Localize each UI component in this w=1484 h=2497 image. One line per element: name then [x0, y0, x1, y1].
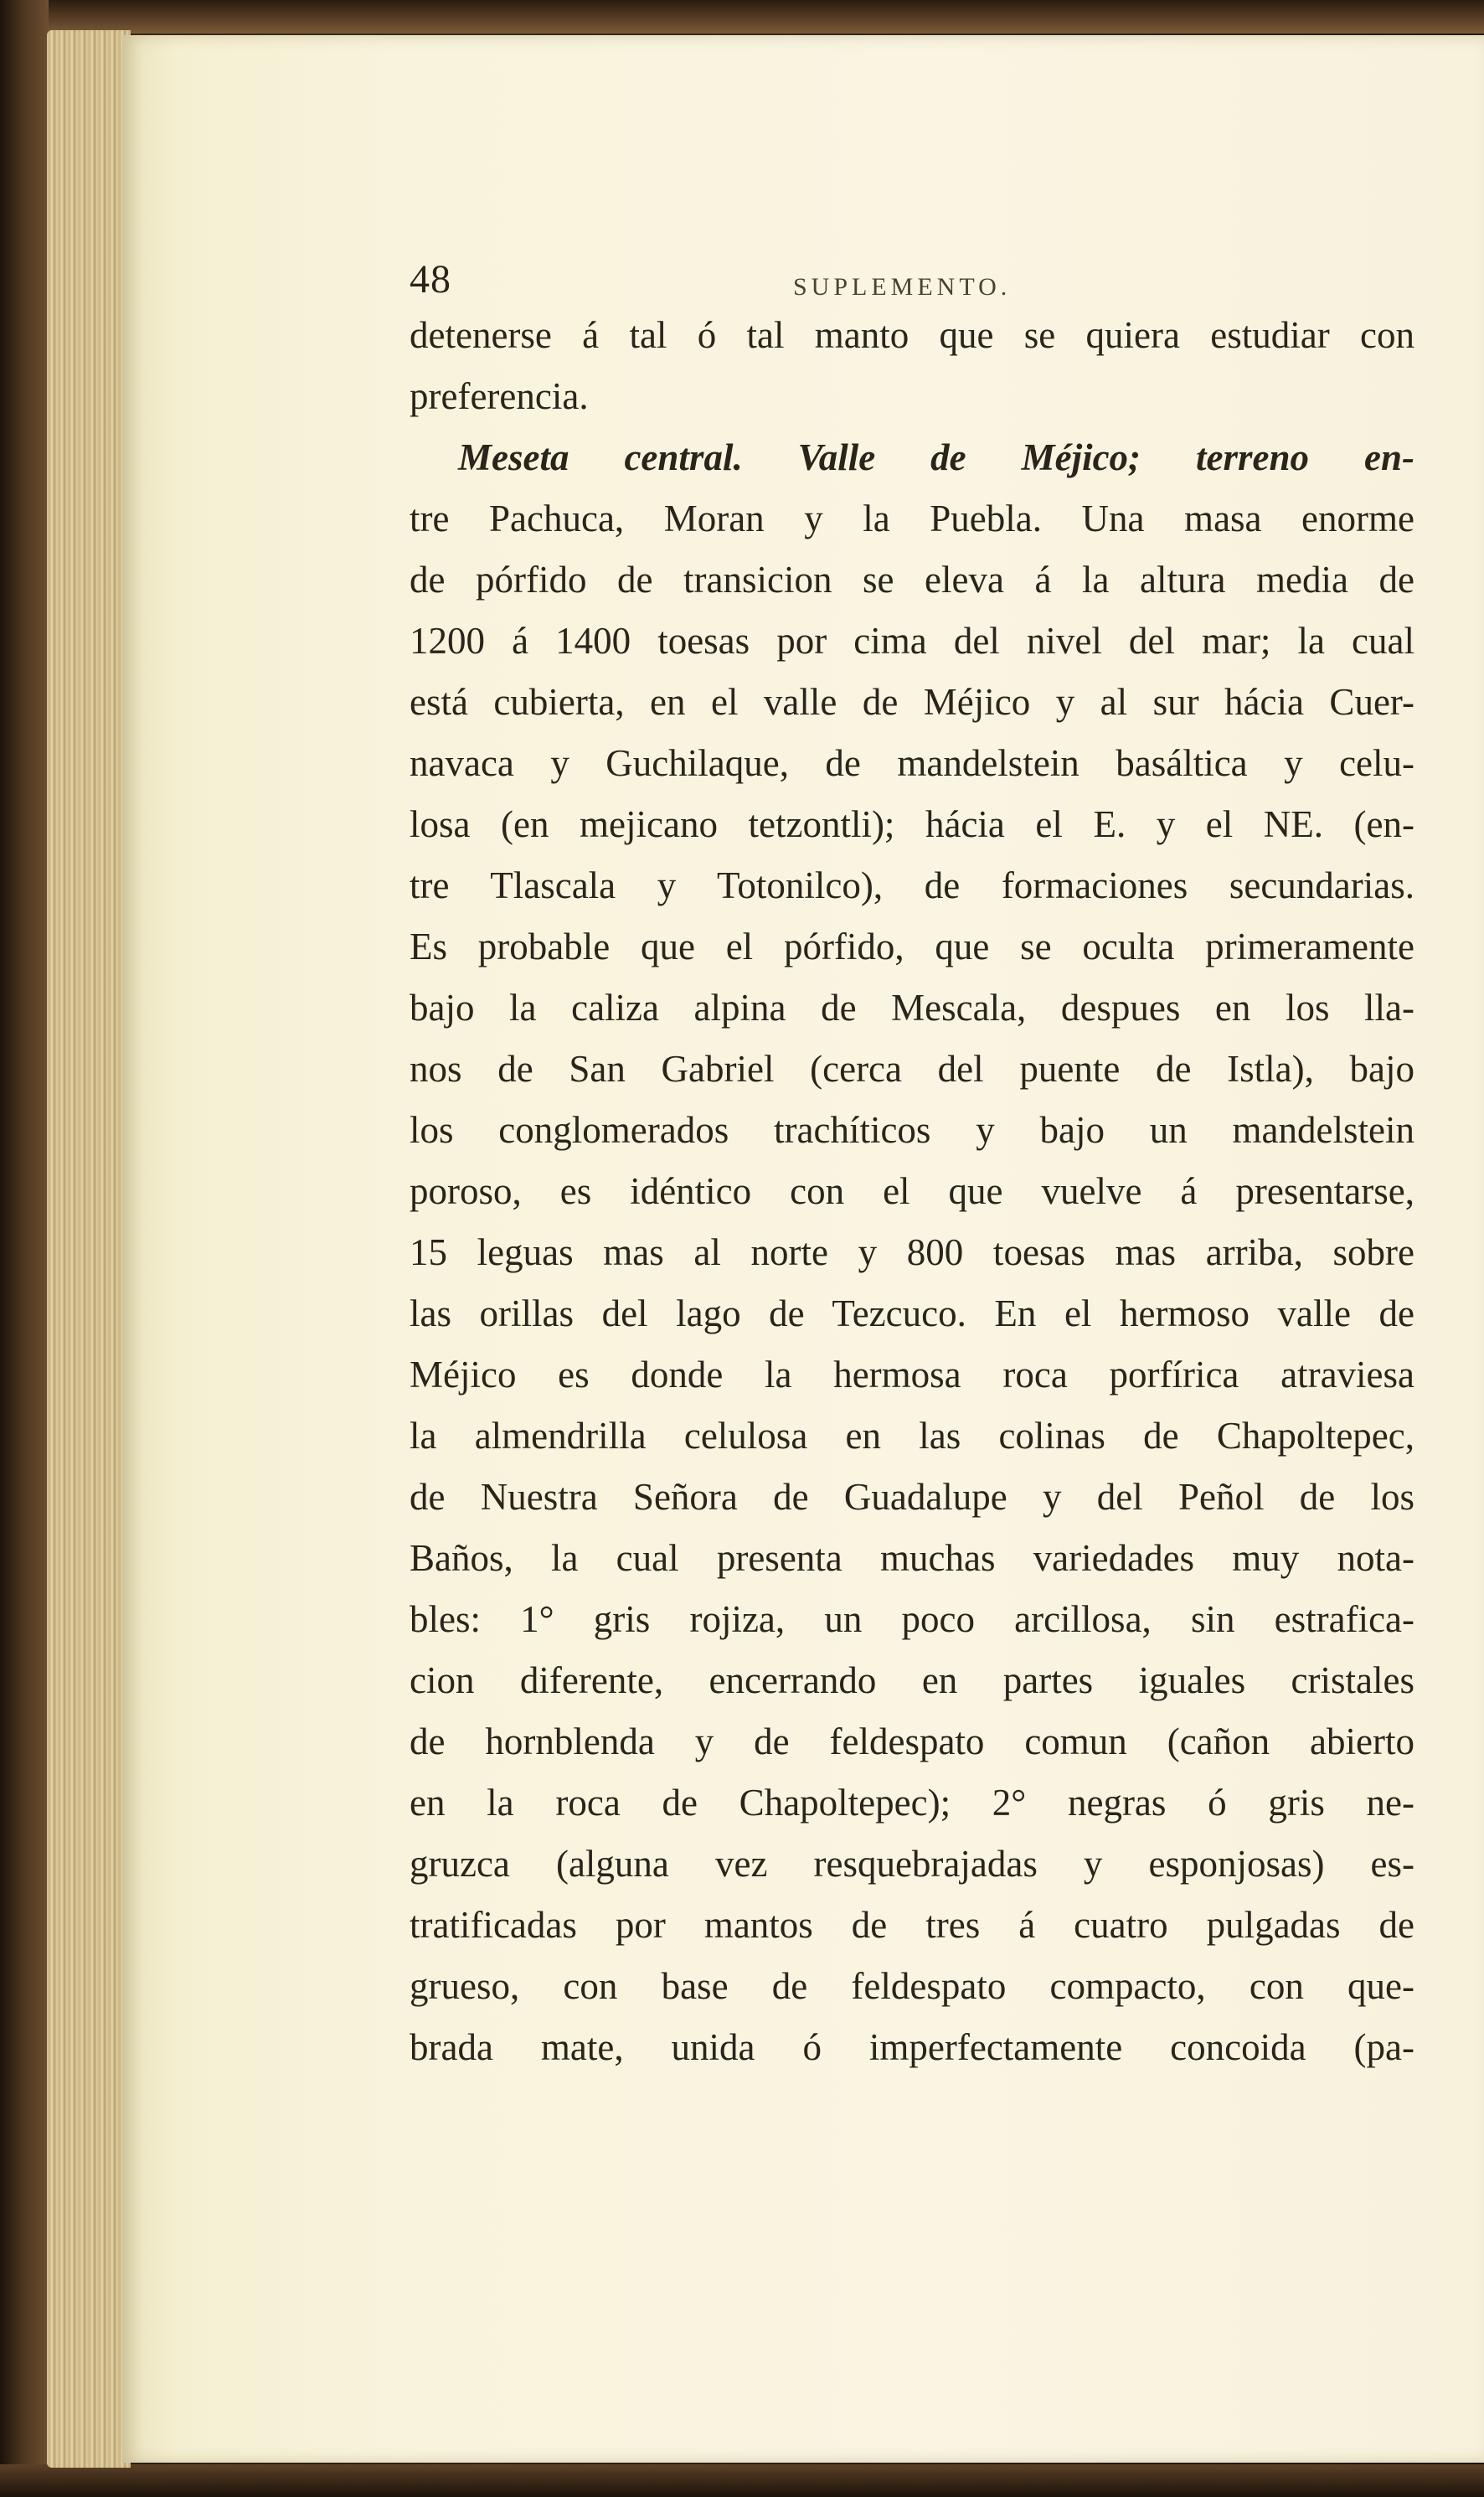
- text-line: Es probable que el pórfido, que se oculta primeramente: [410, 926, 1414, 967]
- text-line: detenerse á tal ó tal manto que se quiera estudiar con: [410, 314, 1414, 356]
- book-cover-bottom-edge: [0, 2464, 1484, 2497]
- text-line: cion diferente, encerrando en partes iguales cristales: [410, 1659, 1414, 1701]
- text-line: la almendrilla celulosa en las colinas de Chapoltepec,: [410, 1415, 1414, 1457]
- text-line: Méjico es donde la hermosa roca porfírica atraviesa: [410, 1354, 1414, 1396]
- text-line: 15 leguas mas al norte y 800 toesas mas arriba, sobre: [410, 1231, 1414, 1273]
- text-line: Baños, la cual presenta muchas variedades muy nota-: [410, 1537, 1414, 1579]
- text-line: de pórfido de transicion se eleva á la altura media de: [410, 559, 1414, 601]
- text-line: bajo la caliza alpina de Mescala, despues en los lla-: [410, 987, 1414, 1029]
- book-cover-left-edge: [0, 0, 49, 2497]
- text-line: brada mate, unida ó imperfectamente concoida (pa-: [410, 2026, 1414, 2068]
- text-line: de hornblenda y de feldespato comun (cañon abierto: [410, 1721, 1414, 1762]
- section-heading-text: Meseta central. Valle de Méjico; terreno en-: [458, 436, 1414, 478]
- running-title: SUPLEMENTO.: [793, 273, 1012, 301]
- stacked-page-edges: [47, 30, 131, 2468]
- text-line: gruzca (alguna vez resquebrajadas y esponjosas) es-: [410, 1843, 1414, 1885]
- text-line: en la roca de Chapoltepec); 2° negras ó gris ne-: [410, 1782, 1414, 1824]
- page-text-block: [410, 251, 1414, 2078]
- running-header: [410, 251, 1414, 305]
- text-line-section-heading: tre Pachuca, Moran y la Puebla. Una masa enorme: [410, 498, 1414, 539]
- text-line: poroso, es idéntico con el que vuelve á presentarse,: [410, 1170, 1414, 1212]
- text-line: navaca y Guchilaque, de mandelstein basáltica y celu-: [410, 742, 1414, 784]
- book-cover-top-edge: [0, 0, 1484, 34]
- text-line: tre Tlascala y Totonilco), de formaciones secundarias.: [410, 864, 1414, 906]
- text-line: bles: 1° gris rojiza, un poco arcillosa, sin estrafica-: [410, 1598, 1414, 1640]
- text-line: losa (en mejicano tetzontli); hácia el E. y el NE. (en-: [410, 803, 1414, 845]
- text-line: nos de San Gabriel (cerca del puente de Istla), bajo: [410, 1048, 1414, 1090]
- text-line: los conglomerados trachíticos y bajo un mandelstein: [410, 1109, 1414, 1151]
- text-line: 1200 á 1400 toesas por cima del nivel del mar; la cual: [410, 620, 1414, 662]
- text-line: está cubierta, en el valle de Méjico y al sur hácia Cuer-: [410, 681, 1414, 723]
- text-line: tratificadas por mantos de tres á cuatro pulgadas de: [410, 1904, 1414, 1946]
- text-line-section-heading: [410, 427, 1414, 488]
- text-line: de Nuestra Señora de Guadalupe y del Peñol de los: [410, 1476, 1414, 1518]
- text-line: preferencia.: [410, 375, 589, 417]
- page-number: 48: [410, 257, 451, 302]
- text-line: grueso, con base de feldespato compacto, con que-: [410, 1965, 1414, 2007]
- text-line: las orillas del lago de Tezcuco. En el hermoso valle de: [410, 1292, 1414, 1334]
